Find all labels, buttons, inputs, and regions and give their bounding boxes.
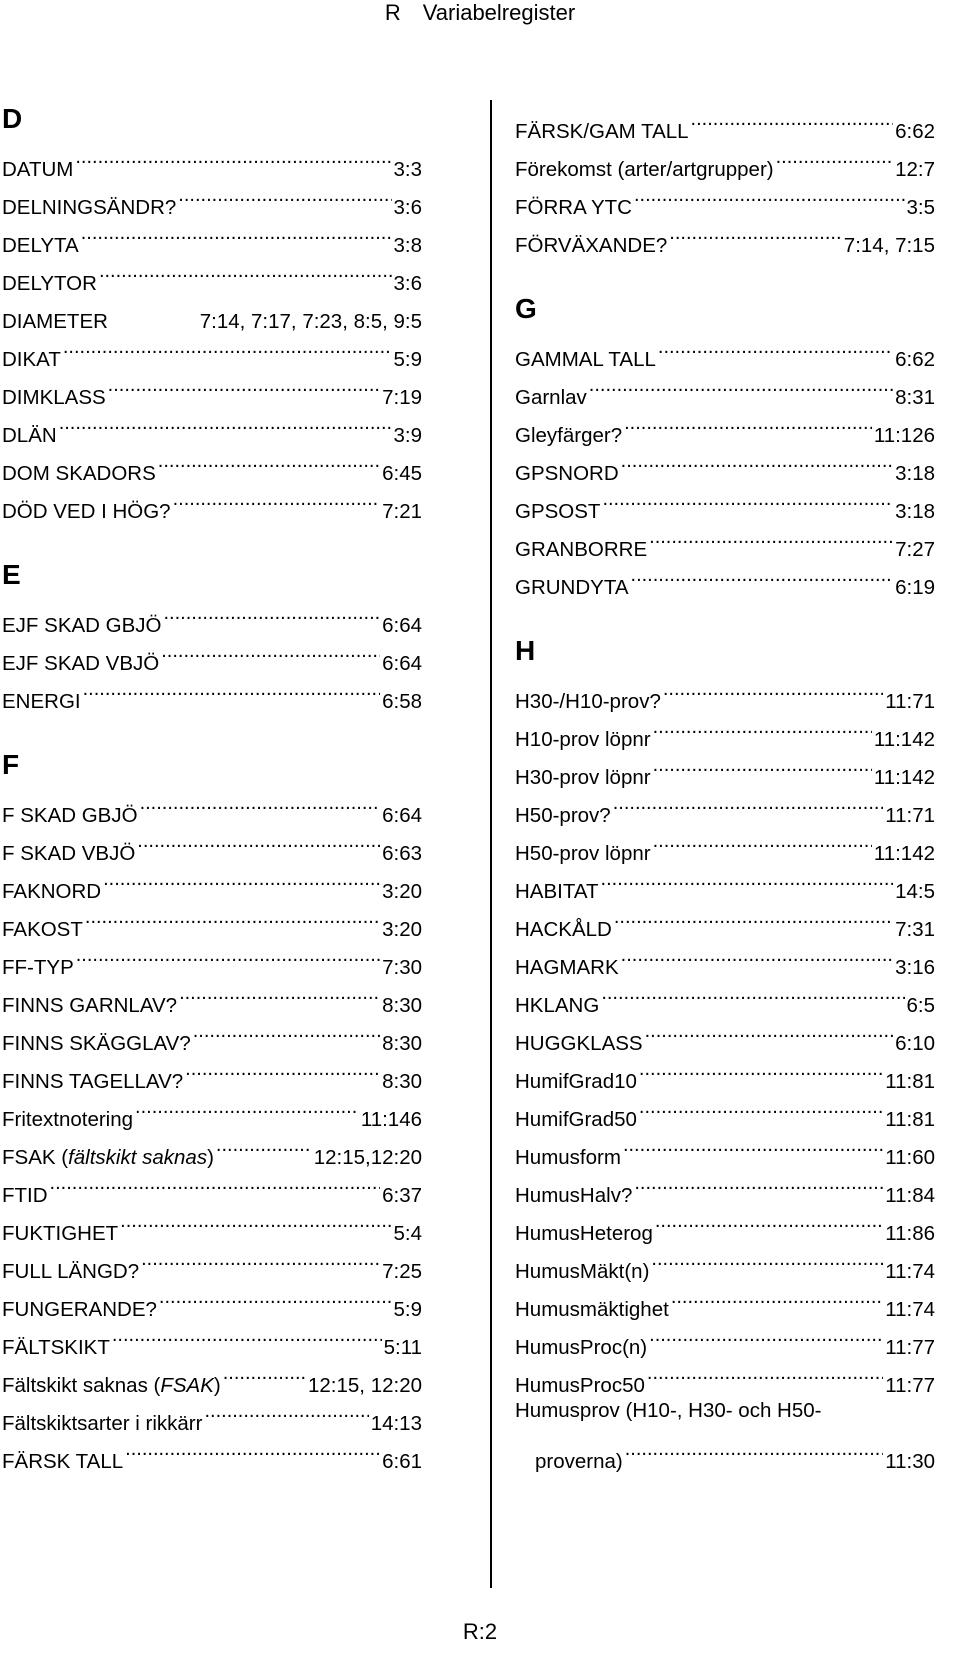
index-term-text: F SKAD GBJÖ — [2, 804, 138, 827]
dot-leader — [216, 1126, 312, 1164]
index-entry — [2, 1164, 422, 1207]
section-heading: G — [515, 293, 537, 324]
page-reference: 8:30 — [382, 994, 422, 1017]
index-term-text: HumusProc50 — [515, 1374, 645, 1397]
page-reference: 11:71 — [885, 690, 935, 713]
dot-leader — [135, 1088, 359, 1126]
index-term-text: H30-prov löpnr — [515, 766, 651, 789]
index-term-text: Humusprov (H10-, H30- och H50- — [515, 1399, 822, 1422]
index-term — [2, 341, 61, 379]
dot-leader — [178, 176, 391, 214]
page-reference: 11:84 — [885, 1184, 935, 1207]
index-term — [2, 151, 73, 189]
page-reference: 6:58 — [382, 690, 422, 713]
page-reference: 5:11 — [383, 1336, 422, 1359]
page-reference: 11:81 — [885, 1108, 935, 1131]
index-term-text: H50-prov löpnr — [515, 842, 651, 865]
dot-leader — [108, 366, 380, 404]
index-term — [515, 683, 661, 721]
index-term-suffix: ) — [207, 1146, 214, 1169]
index-term-text: Fältskiktsarter i rikkärr — [2, 1412, 203, 1435]
index-term — [515, 113, 689, 151]
dot-leader — [639, 1050, 883, 1088]
page-reference: 6:5 — [906, 994, 935, 1017]
header-section-letter: R — [384, 0, 401, 25]
dot-leader — [621, 442, 893, 480]
index-term — [515, 797, 611, 835]
dot-leader — [691, 100, 894, 138]
page-reference: 11:146 — [360, 1108, 422, 1131]
dot-leader — [179, 974, 380, 1012]
page-reference: 3:18 — [895, 462, 935, 485]
index-term — [515, 1177, 632, 1215]
index-term-text: DELYTA — [2, 234, 79, 257]
header-title: Variabelregister — [422, 0, 576, 25]
dot-leader — [625, 1430, 883, 1468]
index-term — [2, 1253, 139, 1291]
page-reference: 3:3 — [393, 158, 422, 181]
index-term-text: FÄRSK TALL — [2, 1450, 124, 1473]
dot-leader — [663, 670, 883, 708]
dot-leader — [624, 404, 872, 442]
page-reference: 3:18 — [895, 500, 935, 523]
page-reference: 11:126 — [873, 424, 935, 447]
page-reference: 11:81 — [885, 1070, 935, 1093]
index-term-text: FAKOST — [2, 918, 83, 941]
page-reference: 6:64 — [382, 652, 422, 675]
index-term-text: DIAMETER — [2, 310, 108, 333]
page-reference: 12:7 — [895, 158, 935, 181]
page-number: R:2 — [462, 1619, 498, 1644]
index-term — [515, 531, 647, 569]
dot-leader — [776, 138, 893, 176]
dot-leader — [653, 708, 872, 746]
index-term-text: HAGMARK — [515, 956, 619, 979]
page-reference: 6:62 — [895, 120, 935, 143]
dot-leader — [671, 1278, 883, 1316]
index-term-text: GPSOST — [515, 500, 601, 523]
index-entry — [515, 1392, 935, 1430]
page-reference: 12:15, 12:20 — [308, 1374, 422, 1397]
index-term-text: Garnlav — [515, 386, 587, 409]
page-reference: 11:74 — [885, 1298, 935, 1321]
index-term — [515, 1291, 669, 1329]
dot-leader — [602, 480, 893, 518]
index-term — [2, 1367, 221, 1405]
index-entry — [515, 1430, 935, 1473]
page-reference: 14:5 — [895, 880, 935, 903]
index-term-suffix: ) — [213, 1374, 221, 1397]
dot-leader — [83, 670, 380, 708]
page-reference: 7:25 — [382, 1260, 422, 1283]
dot-leader — [669, 214, 842, 252]
page-reference: 11:30 — [885, 1450, 935, 1473]
dot-leader — [173, 480, 381, 518]
page-reference: 6:45 — [382, 462, 422, 485]
page-footer — [0, 1612, 960, 1652]
index-term — [515, 1329, 647, 1367]
page-reference: 8:31 — [895, 386, 935, 409]
dot-leader — [158, 442, 380, 480]
index-term — [515, 987, 599, 1025]
dot-leader — [137, 822, 380, 860]
index-term-text: DELNINGSÄNDR? — [2, 196, 177, 219]
index-term-text: HumusHalv? — [515, 1184, 633, 1207]
index-term — [2, 1443, 123, 1481]
page-reference: 6:64 — [382, 614, 422, 637]
page-reference: 7:31 — [895, 918, 935, 941]
dot-leader — [103, 860, 380, 898]
index-entry — [2, 442, 422, 485]
page-reference: 6:62 — [895, 348, 935, 371]
page-reference: 3:6 — [393, 272, 422, 295]
page-reference: 3:20 — [382, 880, 422, 903]
index-term — [2, 227, 79, 265]
page-reference: 8:30 — [382, 1032, 422, 1055]
index-term-text: GPSNORD — [515, 462, 619, 485]
dot-leader — [76, 936, 380, 974]
dot-leader — [645, 1012, 893, 1050]
index-entry — [2, 366, 422, 409]
index-term-text: HumusHeterog — [515, 1222, 653, 1245]
index-term-text: Humusmäktighet — [515, 1298, 669, 1321]
index-term — [515, 379, 587, 417]
index-term — [515, 1392, 821, 1430]
dot-leader — [601, 974, 904, 1012]
index-term-text: GRANBORRE — [515, 538, 648, 561]
dot-leader — [623, 1126, 883, 1164]
index-term-text: FÄRSK/GAM TALL — [515, 120, 689, 143]
index-term-text: HumifGrad10 — [515, 1070, 637, 1093]
dot-leader — [161, 632, 380, 670]
page-reference: 6:63 — [382, 842, 422, 865]
dot-leader — [614, 898, 893, 936]
dot-leader — [75, 138, 391, 176]
index-term-text: FUKTIGHET — [2, 1222, 119, 1245]
index-term — [2, 493, 171, 531]
dot-leader — [63, 328, 392, 366]
dot-leader — [649, 518, 893, 556]
index-term — [2, 455, 156, 493]
index-term-text: FULL LÄNGD? — [2, 1260, 140, 1283]
index-term — [515, 1139, 621, 1177]
index-term — [515, 721, 651, 759]
page-reference: 11:77 — [885, 1374, 935, 1397]
index-term — [2, 265, 97, 303]
dot-leader — [653, 746, 872, 784]
index-term-text: Fältskikt saknas ( — [2, 1374, 161, 1397]
index-term — [515, 493, 600, 531]
index-term — [515, 1101, 637, 1139]
index-term-text: HABITAT — [515, 880, 599, 903]
page-reference: 7:27 — [895, 538, 935, 561]
index-term-text: FINNS SKÄGGLAV? — [2, 1032, 191, 1055]
index-term — [2, 987, 177, 1025]
index-term-text: HKLANG — [515, 994, 600, 1017]
dot-leader — [112, 1316, 382, 1354]
dot-leader — [50, 1164, 381, 1202]
dot-leader — [634, 1164, 883, 1202]
page-reference: 6:10 — [895, 1032, 935, 1055]
index-term-text: H50-prov? — [515, 804, 611, 827]
index-term — [2, 607, 161, 645]
index-term — [535, 1443, 623, 1481]
index-term-text: FÖRVÄXANDE? — [515, 234, 668, 257]
index-term-text: FAKNORD — [2, 880, 102, 903]
index-term-text: H30-/H10-prov? — [515, 690, 661, 713]
page-reference: 11:142 — [873, 766, 935, 789]
dot-leader — [159, 1278, 392, 1316]
page-header — [0, 0, 960, 26]
page-reference: 7:14, 7:17, 7:23, 8:5, 9:5 — [199, 310, 422, 333]
page-reference: 7:21 — [382, 500, 422, 523]
dot-leader — [613, 784, 884, 822]
dot-leader — [634, 176, 905, 214]
index-term-text: DÖD VED I HÖG? — [2, 500, 171, 523]
page-reference: 11:142 — [873, 842, 935, 865]
index-term-text: FINNS GARNLAV? — [2, 994, 178, 1017]
dot-leader — [140, 784, 381, 822]
index-entry — [515, 100, 935, 143]
index-term-text: FTID — [2, 1184, 48, 1207]
page-reference: 11:77 — [885, 1336, 935, 1359]
index-term — [2, 683, 81, 721]
page-reference: 6:64 — [382, 804, 422, 827]
index-term-text: Fritextnotering — [2, 1108, 134, 1131]
index-term-text: EJF SKAD GBJÖ — [2, 614, 162, 637]
index-term-text: EJF SKAD VBJÖ — [2, 652, 160, 675]
index-term — [515, 227, 667, 265]
index-term — [2, 1101, 133, 1139]
dot-leader — [99, 252, 392, 290]
index-column-left — [2, 100, 422, 1473]
index-term-text: DIMKLASS — [2, 386, 106, 409]
dot-leader — [120, 1202, 391, 1240]
index-term-text: GRUNDYTA — [515, 576, 629, 599]
page-reference: 8:30 — [382, 1070, 422, 1093]
index-term-text: DELYTOR — [2, 272, 97, 295]
page-reference: 11:71 — [885, 804, 935, 827]
index-term — [2, 797, 138, 835]
index-term-text: DATUM — [2, 158, 74, 181]
index-term-text: proverna) — [535, 1450, 623, 1473]
index-entry — [2, 328, 422, 371]
index-term — [515, 189, 632, 227]
page-reference: 3:9 — [393, 424, 422, 447]
index-term — [2, 417, 57, 455]
dot-leader — [653, 822, 872, 860]
page-reference: 3:20 — [382, 918, 422, 941]
index-term-text: DLÄN — [2, 424, 57, 447]
index-term — [515, 1063, 637, 1101]
page-reference: 11:60 — [885, 1146, 935, 1169]
dot-leader — [204, 1392, 368, 1430]
index-term-text: HumifGrad50 — [515, 1108, 637, 1131]
index-term-italic: fältskikt saknas — [68, 1146, 208, 1169]
page-reference: 6:37 — [382, 1184, 422, 1207]
index-term — [2, 1177, 48, 1215]
index-term-italic: FSAK — [160, 1374, 214, 1397]
index-term-text: HUGGKLASS — [515, 1032, 643, 1055]
index-term — [515, 1253, 649, 1291]
dot-leader — [141, 1240, 380, 1278]
index-term — [2, 1329, 110, 1367]
page-reference: 3:16 — [895, 956, 935, 979]
page-reference: 3:8 — [393, 234, 422, 257]
index-entry — [2, 784, 422, 827]
index-term — [515, 873, 599, 911]
index-term-text: DIKAT — [2, 348, 61, 371]
index-term-text: FÄLTSKIKT — [2, 1336, 110, 1359]
index-entry — [515, 328, 935, 371]
page-reference: 11:142 — [873, 728, 935, 751]
dot-leader — [601, 860, 894, 898]
dot-leader — [59, 404, 392, 442]
index-term — [2, 911, 83, 949]
section-heading: F — [2, 749, 20, 780]
dot-leader — [655, 1202, 883, 1240]
page-reference: 11:74 — [885, 1260, 935, 1283]
page-reference: 6:19 — [895, 576, 935, 599]
index-entry — [2, 1202, 422, 1245]
page-reference: 5:9 — [393, 348, 422, 371]
dot-leader — [81, 214, 392, 252]
page-reference: 11:86 — [885, 1222, 935, 1245]
page-reference: 3:5 — [906, 196, 935, 219]
page-reference: 5:4 — [393, 1222, 422, 1245]
index-term-text: GAMMAL TALL — [515, 348, 656, 371]
index-term-text: HumusProc(n) — [515, 1336, 648, 1359]
index-term-text: FF-TYP — [2, 956, 74, 979]
dot-leader — [193, 1012, 380, 1050]
index-term-text: FINNS TAGELLAV? — [2, 1070, 184, 1093]
dot-leader — [658, 328, 893, 366]
index-term — [515, 569, 629, 607]
dot-leader — [639, 1088, 883, 1126]
dot-leader — [621, 936, 893, 974]
index-term-text: HumusMäkt(n) — [515, 1260, 650, 1283]
index-term-text: DOM SKADORS — [2, 462, 156, 485]
page-reference: 14:13 — [370, 1412, 422, 1435]
index-term-text: H10-prov löpnr — [515, 728, 651, 751]
index-term-text: FSAK ( — [2, 1146, 69, 1169]
index-entry — [2, 594, 422, 637]
index-term — [2, 949, 74, 987]
dot-leader — [647, 1354, 883, 1392]
dot-leader — [651, 1240, 883, 1278]
index-entry — [515, 670, 935, 713]
index-term-text: Humusform — [515, 1146, 621, 1169]
index-term — [515, 417, 622, 455]
index-term — [515, 1215, 653, 1253]
index-term-text: FUNGERANDE? — [2, 1298, 157, 1321]
index-term-text: Gleyfärger? — [515, 424, 623, 447]
dot-leader — [163, 594, 380, 632]
page-reference: 7:30 — [382, 956, 422, 979]
dot-leader — [649, 1316, 883, 1354]
page-reference: 7:14, 7:15 — [843, 234, 935, 257]
section-heading: H — [515, 635, 536, 666]
index-term-text: FÖRRA YTC — [515, 196, 632, 219]
page-reference: 6:61 — [382, 1450, 422, 1473]
index-entry — [2, 138, 422, 181]
index-term — [515, 911, 612, 949]
dot-leader — [589, 366, 893, 404]
page-reference: 3:6 — [393, 196, 422, 219]
index-term — [2, 1025, 191, 1063]
index-term — [515, 1025, 643, 1063]
section-heading: D — [2, 103, 23, 134]
page-reference: 12:15,12:20 — [313, 1146, 422, 1169]
dot-leader — [125, 1430, 380, 1468]
page-reference: 5:9 — [393, 1298, 422, 1321]
dot-leader — [185, 1050, 380, 1088]
index-term — [2, 1215, 118, 1253]
dot-leader — [631, 556, 894, 594]
index-term-text: ENERGI — [2, 690, 81, 713]
page-reference: 7:19 — [382, 386, 422, 409]
dot-leader — [223, 1354, 306, 1392]
section-heading: E — [2, 559, 21, 590]
index-column-right — [515, 100, 935, 1473]
index-term-text: Förekomst (arter/artgrupper) — [515, 158, 774, 181]
index-term-text: F SKAD VBJÖ — [2, 842, 136, 865]
dot-leader — [85, 898, 380, 936]
column-divider — [490, 100, 492, 1588]
index-entry — [2, 404, 422, 447]
index-term-text: HACKÅLD — [515, 918, 612, 941]
